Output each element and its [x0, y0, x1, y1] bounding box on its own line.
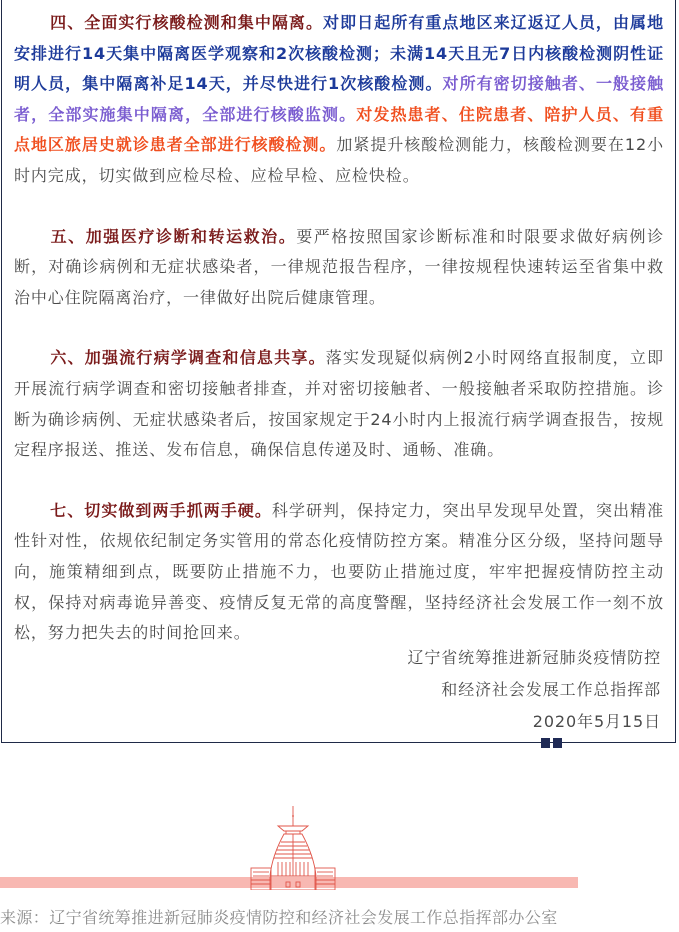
source-caption: 来源：辽宁省统筹推进新冠肺炎疫情防控和经济社会发展工作总指挥部办公室 — [0, 908, 558, 927]
section-5 — [14, 222, 664, 314]
section-body: 科学研判，保持定力，突出早发现早处置，突出精准性针对性，依规依纪制定务实管用的常态化疫情防控方案。精准分区分级，坚持问题导向，施策精细到点，既要防止措施不力，也要防止措施过度，牢牢把握疫情防控主动权，保持对病毒诡异善变、疫情反复无常的高度警醒，坚持经济社会发展工作一刻不放松，努力把失去的时间抢回来。 — [14, 500, 665, 643]
square-icon — [553, 738, 562, 748]
section-body: 加紧提升核酸检测能力，核酸检测要在12小时内完成，切实做到应检尽检、应检早检、应检快检。 — [14, 135, 664, 185]
section-heading: 五、加强医疗诊断和转运救治。 — [50, 226, 297, 246]
signature-date: 2020年5月15日 — [532, 712, 661, 731]
highlight-orange: 对发热患者、住院患者、陪护人员、有重点地区旅居史就诊患者全部进行核酸检测。 — [14, 104, 664, 155]
signature-line-2: 和经济社会发展工作总指挥部 — [441, 680, 661, 699]
signature-line-1: 辽宁省统筹推进新冠肺炎疫情防控 — [407, 648, 661, 667]
article-content — [14, 8, 664, 679]
section-6 — [14, 343, 664, 465]
section-body: 要严格按照国家诊断标准和时限要求做好病例诊断，对确诊病例和无症状感染者，一律规范报告程序，一律按规程快速转运至省集中救治中心住院隔离治疗，一律做好出院后健康管理。 — [14, 226, 664, 307]
section-heading: 七、切实做到两手抓两手硬。 — [50, 500, 272, 520]
building-icon — [250, 806, 336, 890]
border-ornament — [541, 738, 562, 748]
section-heading: 四、全面实行核酸检测和集中隔离。 — [50, 13, 324, 32]
signature-block — [407, 642, 661, 738]
highlight-blue: 对即日起所有重点地区来辽返辽人员，由属地安排进行14天集中隔离医学观察和2次核酸检测；未满14天且无7日内核酸检测阴性证明人员，集中隔离补足14天，并尽快进行1次核酸检测。 — [14, 13, 664, 94]
section-body: 落实发现疑似病例2小时网络直报制度，立即开展流行病学调查和密切接触者排查，并对密切接触者、一般接触者采取防控措施。诊断为确诊病例、无症状感染者后，按国家规定于24小时内上报流行病学调查报告，按规定程序报送、推送、发布信息，确保信息传递及时、通畅、准确。 — [14, 348, 664, 460]
section-7 — [14, 496, 664, 649]
highlight-purple: 对所有密切接触者、一般接触者，全部实施集中隔离，全部进行核酸监测。 — [14, 74, 664, 124]
section-heading: 六、加强流行病学调查和信息共享。 — [50, 348, 326, 368]
square-icon — [541, 738, 550, 748]
section-4 — [14, 8, 664, 192]
